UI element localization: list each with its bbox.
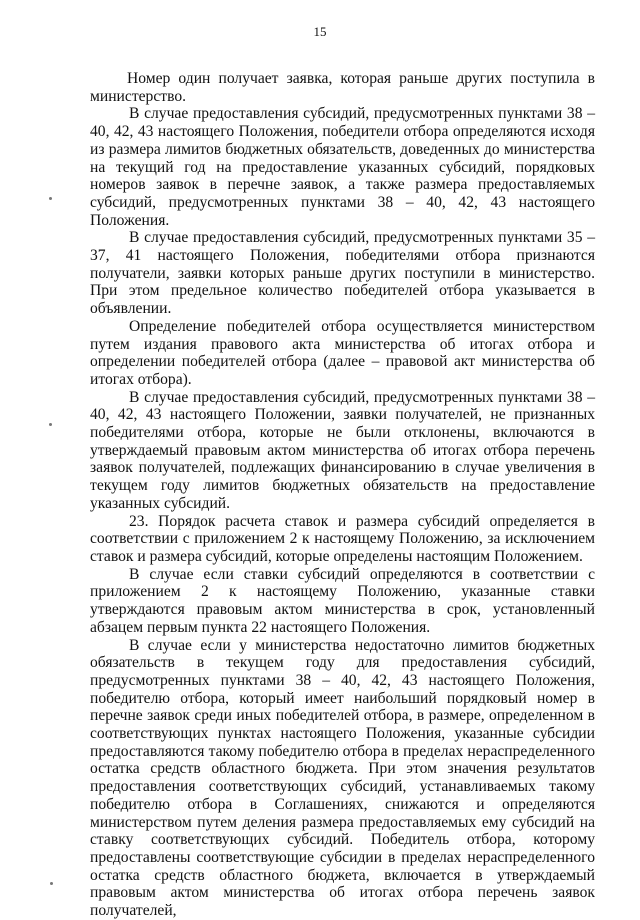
paragraph-2: В случае предоставления субсидий, предусмотренных пунктами 38 – 40, 42, 43 настоящего Положения, победители отбора определяются исходя из размера лимитов бюджетных обязательств, доведенных до министерства на текущий год на предоставление указанных субсидий, порядковых номеров заявок в перечне заявок, а также размера предоставляемых субсидий, предусмотренных пунктами 38 – 40, 42, 43 настоящего Положения. xyxy=(90,105,595,229)
paragraph-4: Определение победителей отбора осуществляется министерством путем издания правового акта министерства об итогах отбора и определении победителей отбора (далее – правовой акт министерства об итогах отбора). xyxy=(90,317,595,388)
scan-speck xyxy=(49,197,52,200)
paragraph-8: В случае если у министерства недостаточно лимитов бюджетных обязательств в текущем году для предоставления субсидий, предусмотренных пунктами 38 – 40, 42, 43 настоящего Положения, победителю отбора, который имеет наибольший порядковый номер в перечне заявок среди иных победителей отбора, в размере, определенном в соответствующих пунктах настоящего Положения, указанные субсидии предоставляются такому победителю отбора в пределах нераспределенного остатка средств областного бюджета. При этом значения результатов предоставления соответствующих субсидий, устанавливаемых такому победителю отбора в Соглашениях, снижаются и определяются министерством путем деления размера предоставляемых ему субсидий на ставку соответствующих субсидий. Победитель отбора, которому предоставлены соответствующие субсидии в пределах нераспределенного остатка средств областного бюджета, включается в утверждаемый правовым актом министерства об итогах отбора перечень заявок получателей, xyxy=(90,636,595,920)
paragraph-1: Номер один получает заявка, которая раньше других поступила в министерство. xyxy=(90,70,595,105)
paragraph-6: 23. Порядок расчета ставок и размера субсидий определяется в соответствии с приложением 2 к настоящему Положению, за исключением ставок и размера субсидий, которые определены настоящим Положением. xyxy=(90,512,595,565)
scan-speck xyxy=(50,882,53,885)
paragraph-3: В случае предоставления субсидий, предусмотренных пунктами 35 – 37, 41 настоящего Положения, победителями отбора признаются получатели, заявки которых раньше других поступили в министерство. При этом предельное количество победителей отбора указывается в объявлении. xyxy=(90,229,595,318)
document-body xyxy=(90,70,595,920)
paragraph-7: В случае если ставки субсидий определяются в соответствии с приложением 2 к настоящему Положению, указанные ставки утверждаются правовым актом министерства в срок, установленный абзацем первым пункта 22 настоящего Положения. xyxy=(90,565,595,636)
scan-speck xyxy=(49,423,52,426)
page-number: 15 xyxy=(313,24,327,39)
paragraph-5: В случае предоставления субсидий, предусмотренных пунктами 38 – 40, 42, 43 настоящего Положении, заявки получателей, не признанных победителями отбора, которые не были отклонены, включаются в утверждаемый правовым актом министерства об итогах отбора перечень заявок получателей, подлежащих финансированию в случае увеличения в текущем году лимитов бюджетных обязательств на предоставление указанных субсидий. xyxy=(90,388,595,512)
